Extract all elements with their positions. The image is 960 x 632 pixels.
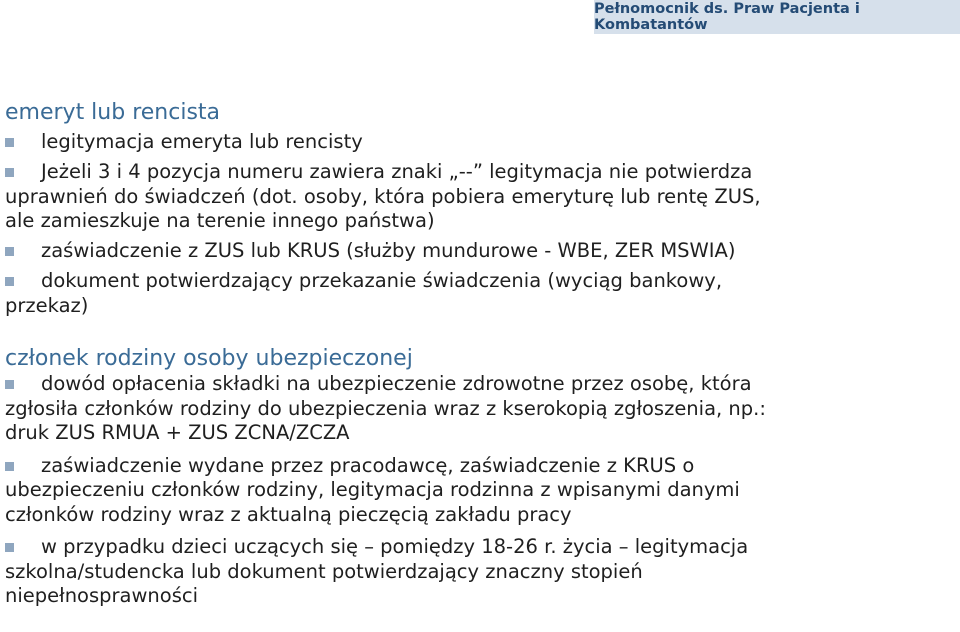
square-bullet-icon	[5, 543, 14, 552]
slide-content	[5, 100, 914, 617]
list-item: w przypadku dzieci uczących się – pomiędzy 18-26 r. życia – legitymacja szkolna/studencka lub dokument potwierdzający znaczny stopień niepełnosprawności	[5, 535, 749, 607]
square-bullet-icon	[5, 462, 14, 471]
square-bullet-icon	[5, 247, 14, 256]
list-item: dokument potwierdzający przekazanie świadczenia (wyciąg bankowy, przekaz)	[5, 269, 723, 317]
square-bullet-icon	[5, 277, 14, 286]
section-family-member	[5, 346, 914, 609]
square-bullet-icon	[5, 380, 14, 389]
square-bullet-icon	[5, 138, 14, 147]
list-item: Jeżeli 3 i 4 pozycja numeru zawiera znaki „--” legitymacja nie potwierdza uprawnień do świadczeń (dot. osoby, która pobiera emeryturę lub rentę ZUS, ale zamieszkuje na terenie innego państwa)	[5, 160, 761, 232]
section-retiree	[5, 100, 914, 318]
section-heading: członek rodziny osoby ubezpieczonej	[5, 346, 413, 371]
list-item: zaświadczenie z ZUS lub KRUS (służby mundurowe - WBE, ZER MSWIA)	[5, 239, 914, 264]
header-title-box	[594, 0, 960, 34]
list-item: zaświadczenie wydane przez pracodawcę, zaświadczenie z KRUS o ubezpieczeniu członków rodziny, legitymacja rodzinna z wpisanymi danymi członków rodziny wraz z aktualną pieczęcią zakładu pracy	[5, 453, 740, 526]
section-heading: emeryt lub rencista	[5, 100, 221, 125]
header-title: Pełnomocnik ds. Praw Pacjenta i Kombatantów	[594, 1, 860, 33]
list-item: legitymacja emeryta lub rencisty	[5, 130, 914, 155]
list-item: dowód opłacenia składki na ubezpieczenie zdrowotne przez osobę, która zgłosiła członków rodziny do ubezpieczenia wraz z kserokopią zgłoszenia, np.: druk ZUS RMUA + ZUS ZCNA/ZCZA	[5, 372, 766, 444]
square-bullet-icon	[5, 168, 14, 177]
